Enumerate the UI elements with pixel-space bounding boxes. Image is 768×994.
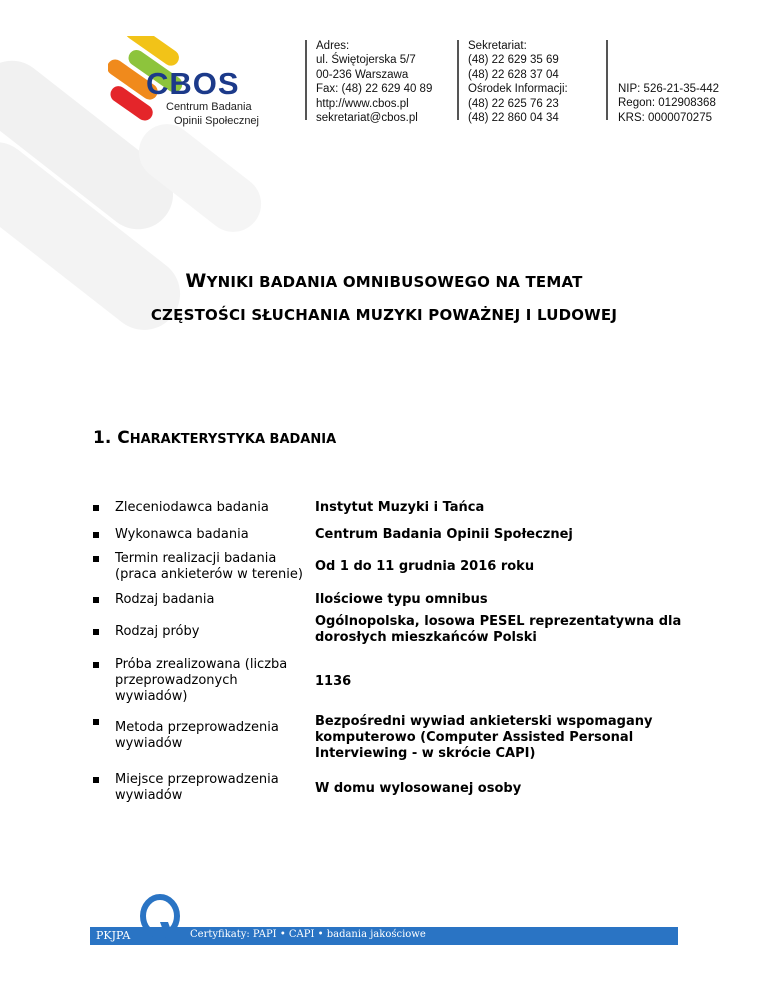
id-line: NIP: 526-21-35-442: [618, 83, 720, 95]
row-label: Zleceniodawca badania: [115, 500, 269, 515]
pkjpa-label: PKJPA: [96, 929, 131, 942]
logo-name: CBOS: [146, 66, 240, 101]
contact-line: Sekretariat:: [468, 40, 527, 52]
bullet-icon: [93, 777, 99, 783]
ids-column: [618, 82, 719, 125]
bullet-icon: [93, 719, 99, 725]
secretariat-column: [468, 39, 568, 125]
bullet-icon: [93, 597, 99, 603]
document-subtitle: CZĘSTOŚCI SŁUCHANIA MUZYKI POWAŻNEJ I LUDOWEJ: [150, 306, 618, 324]
address-line: Adres:: [316, 40, 350, 52]
row-value: 1136: [315, 674, 352, 689]
email-link[interactable]: sekretariat@cbos.pl: [316, 112, 418, 125]
bullet-icon: [93, 556, 99, 562]
bullet-icon: [93, 505, 99, 511]
address-column: [316, 39, 432, 125]
logo-subtitle: Opinii Społecznej: [174, 115, 259, 127]
section-number: 1. C: [93, 428, 130, 448]
section-title: HARAKTERYSTYKA BADANIA: [129, 432, 337, 447]
address-line: 00-236 Warszawa: [316, 68, 409, 81]
document-title: [0, 270, 768, 292]
contact-line: (48) 22 625 76 23: [468, 97, 559, 110]
row-label: Termin realizacji badania (praca ankieterów w terenie): [115, 551, 303, 582]
title-text: YNIKI BADANIA OMNIBUSOWEGO NA TEMAT: [206, 273, 583, 291]
row-value: W domu wylosowanej osoby: [315, 781, 522, 796]
address-line: Fax: (48) 22 629 40 89: [316, 83, 433, 96]
row-label: Wykonawca badania: [115, 527, 249, 542]
contact-line: (48) 22 860 04 34: [468, 112, 559, 125]
row-label: Próba zrealizowana (liczba przeprowadzonych wywiadów): [115, 657, 288, 704]
row-label: Rodzaj badania: [115, 592, 215, 607]
address-line: ul. Świętojerska 5/7: [316, 54, 416, 67]
row-value: Instytut Muzyki i Tańca: [315, 500, 485, 515]
row-value: Ilościowe typu omnibus: [315, 592, 488, 607]
contact-line: (48) 22 629 35 69: [468, 54, 559, 67]
contact-line: (48) 22 628 37 04: [468, 68, 559, 81]
id-line: Regon: 012908368: [618, 97, 716, 110]
row-label: Rodzaj próby: [115, 624, 200, 639]
logo-text: [146, 68, 259, 128]
section-heading: [93, 428, 336, 448]
bullet-icon: [93, 532, 99, 538]
certificates-label: Certyfikaty: PAPI • CAPI • badania jakościowe: [190, 929, 426, 940]
header-divider: [606, 40, 608, 120]
id-line: KRS: 0000070275: [618, 111, 712, 124]
row-label: Miejsce przeprowadzenia wywiadów: [115, 772, 279, 803]
row-label: Metoda przeprowadzenia wywiadów: [115, 720, 279, 751]
header-divider: [305, 40, 307, 120]
row-value: Od 1 do 11 grudnia 2016 roku: [315, 559, 535, 574]
row-value: Bezpośredni wywiad ankieterski wspomagany komputerowo (Computer Assisted Personal Interviewing - w skrócie CAPI): [315, 714, 653, 761]
row-value: Ogólnopolska, losowa PESEL reprezentatywna dla dorosłych mieszkańców Polski: [315, 614, 682, 645]
website-link[interactable]: http://www.cbos.pl: [316, 97, 409, 110]
row-value: Centrum Badania Opinii Społecznej: [315, 527, 573, 542]
logo-subtitle: Centrum Badania: [166, 101, 252, 113]
bullet-icon: [93, 629, 99, 635]
contact-line: Ośrodek Informacji:: [468, 83, 568, 96]
bullet-icon: [93, 662, 99, 668]
header-divider: [457, 40, 459, 120]
quality-q-icon: [138, 892, 182, 946]
title-initial: W: [185, 270, 207, 292]
